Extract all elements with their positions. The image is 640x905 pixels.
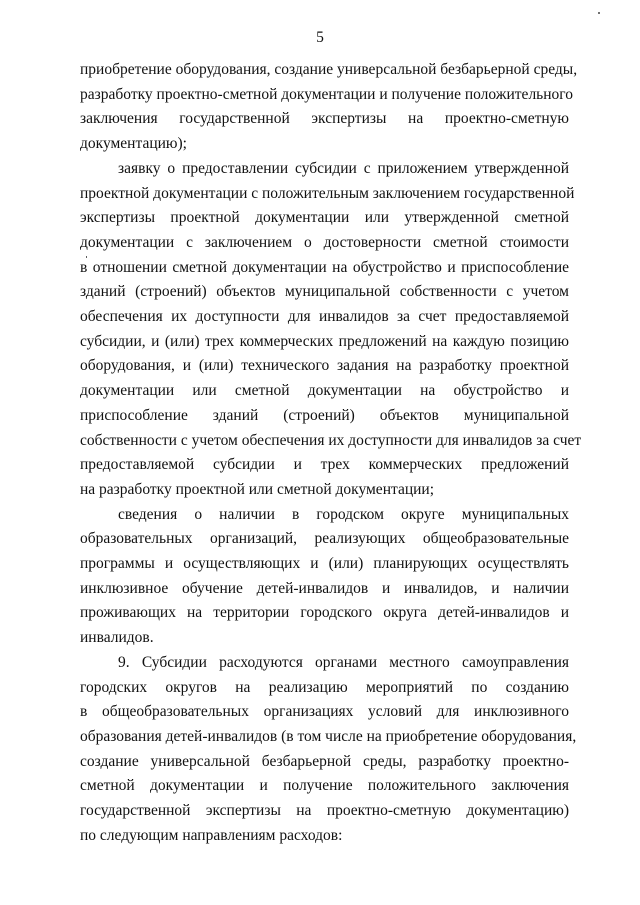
text-line: зданий (строений) объектов муниципальной собственности с учетом [80, 283, 569, 301]
text-line: собственности с учетом обеспечения их доступности для инвалидов за счет [80, 431, 582, 449]
text-line: по следующим направлениям расходов: [80, 826, 343, 844]
text-line: предоставляемой субсидии и трех коммерческих предложений [80, 456, 569, 474]
text-line: государственной экспертизы на проектно-сметную документацию) [80, 802, 569, 819]
text-line: на разработку проектной или сметной документации; [80, 480, 435, 498]
text-line: документации или сметной документации на обустройство и [80, 382, 569, 400]
text-line: сметной документации и получение положительного заключения [80, 777, 569, 795]
text-line: городских округов на реализацию мероприятий по созданию [80, 678, 569, 696]
text-line: проживающих на территории городского округа детей-инвалидов и [80, 604, 569, 622]
text-line: сведения о наличии в городском округе муниципальных [118, 505, 569, 523]
text-line: субсидии, и (или) трех коммерческих предложений на каждую позицию [80, 332, 569, 350]
text-line: программы и осуществляющих и (или) планирующих осуществлять [80, 555, 569, 572]
text-line: приспособление зданий (строений) объектов муниципальной [80, 406, 569, 424]
text-line: разработку проектно-сметной документации и получение положительного [80, 85, 574, 103]
text-line: заявку о предоставлении субсидии с приложением утвержденной [118, 159, 569, 177]
text-line: создание универсальной безбарьерной среды, разработку проектно- [80, 752, 569, 770]
text-line: инвалидов. [80, 629, 154, 647]
page-number: 5 [316, 29, 324, 46]
text-line: проектной документации с положительным заключением государственной [80, 184, 575, 202]
text-line: образования детей-инвалидов (в том числе на приобретение оборудования, [80, 727, 577, 745]
scan-speck [598, 12, 600, 14]
text-line: образовательных организаций, реализующих общеобразовательные [80, 530, 569, 548]
text-line: приобретение оборудования, создание универсальной безбарьерной среды, [80, 61, 578, 78]
text-line: инклюзивное обучение детей-инвалидов и инвалидов, и наличии [80, 579, 569, 597]
text-line: экспертизы проектной документации или утвержденной сметной [80, 209, 569, 227]
text-line: документацию); [80, 135, 187, 153]
text-line: в общеобразовательных организациях условий для инклюзивного [80, 703, 569, 721]
text-line: 9. Субсидии расходуются органами местного самоуправления [118, 653, 569, 671]
text-line: документации с заключением о достоверности сметной стоимости [80, 233, 569, 251]
text-line: оборудования, и (или) технического задания на разработку проектной [80, 357, 569, 375]
text-line: в отношении сметной документации на обустройство и приспособление [80, 258, 569, 276]
text-line: заключения государственной экспертизы на проектно-сметную [80, 110, 569, 128]
text-line: обеспечения их доступности для инвалидов за счет предоставляемой [80, 308, 569, 325]
